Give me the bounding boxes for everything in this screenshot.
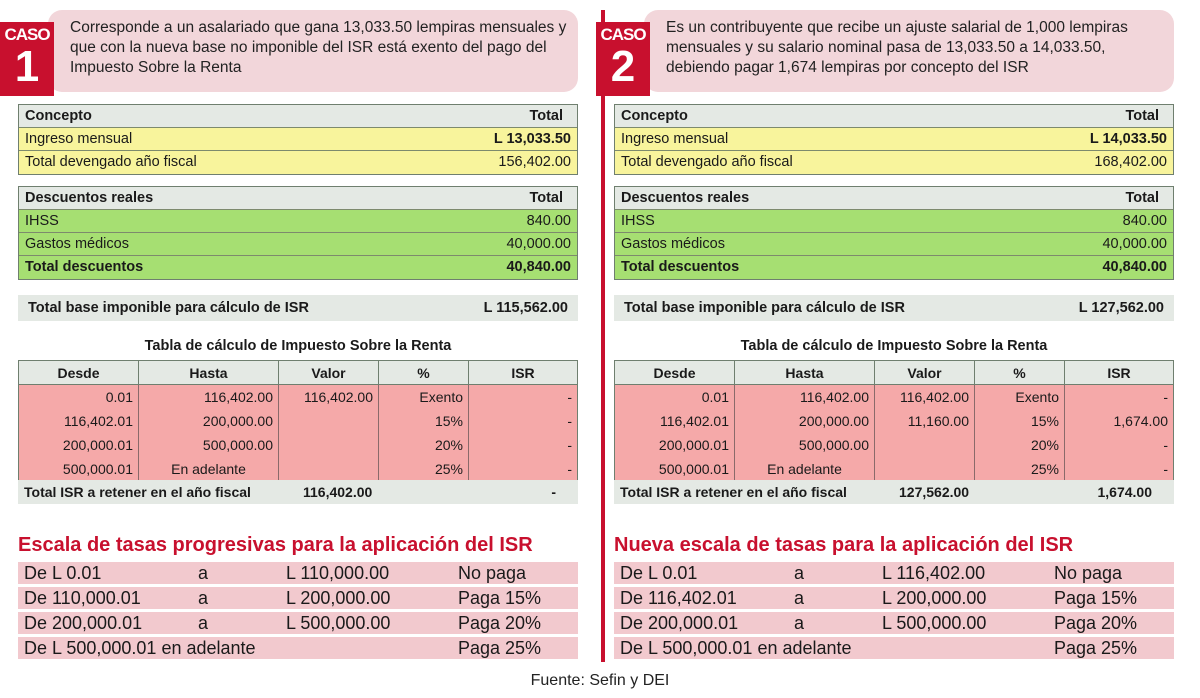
col-isr: ISR: [1107, 365, 1131, 381]
scale-connector: a: [198, 588, 209, 608]
cell-valor: [875, 457, 975, 481]
table-row: [615, 151, 1173, 174]
scale-to: L 500,000.00: [286, 613, 391, 633]
header-concept: Concepto: [25, 108, 92, 124]
cell-hasta: 200,000.00: [139, 409, 279, 433]
scale-from: De L 500,000.01 en adelante: [24, 638, 256, 658]
list-item: [614, 587, 1174, 609]
cell-hasta: 500,000.00: [139, 433, 279, 457]
source-credit: Fuente: Sefin y DEI: [530, 672, 670, 689]
case-2-description: Es un contribuyente que recibe un ajuste salarial de 1,000 lempiras mensuales y su salario nominal pasa de 13,033.50 a 14,033.50, debiendo pagar 1,674 lempiras por concepto del ISR: [666, 19, 1128, 76]
taxable-base-label: Total base imponible para cálculo de ISR: [624, 300, 905, 316]
cell-isr: -: [1163, 437, 1168, 453]
cell-isr: -: [1163, 461, 1168, 477]
case-1-scale-list: [18, 562, 578, 662]
row-value: L 14,033.50: [1089, 131, 1167, 147]
cell-desde: 0.01: [615, 385, 735, 409]
cell-hasta: En adelante: [139, 457, 279, 481]
isr-total-value: 127,562.00: [899, 484, 970, 500]
scale-rate: Paga 20%: [1054, 613, 1138, 633]
table-row: [19, 457, 577, 481]
case-2-taxable-base: [614, 295, 1174, 321]
cell-isr: -: [567, 413, 572, 429]
table-row: [615, 409, 1173, 433]
taxable-base-value: L 127,562.00: [1078, 300, 1164, 316]
case-badge-number: 2: [610, 42, 636, 91]
col-percent: %: [975, 361, 1065, 384]
table-row: [19, 433, 577, 457]
table-row: [19, 233, 577, 256]
scale-rate: Paga 20%: [458, 613, 542, 633]
list-item: [614, 637, 1174, 659]
col-hasta: Hasta: [139, 361, 279, 384]
list-item: [18, 562, 578, 584]
row-value: 168,402.00: [1094, 154, 1167, 170]
table-row: [615, 433, 1173, 457]
case-1-badge: [0, 22, 54, 96]
scale-to: L 110,000.00: [286, 563, 390, 583]
table-header-row: [615, 105, 1173, 128]
row-value: 840.00: [1122, 213, 1167, 229]
cell-valor: 116,402.00: [279, 385, 379, 409]
taxable-base-label: Total base imponible para cálculo de ISR: [28, 300, 309, 316]
cell-hasta: 116,402.00: [139, 385, 279, 409]
cell-valor: [875, 433, 975, 457]
cell-percent: 25%: [975, 457, 1065, 481]
case-2-isr-total-row: [614, 480, 1174, 504]
col-percent: %: [379, 361, 469, 384]
header-deductions: Descuentos reales: [25, 190, 154, 206]
cell-percent: Exento: [975, 385, 1065, 409]
list-item: [18, 587, 578, 609]
scale-connector: a: [794, 613, 805, 633]
list-item: [614, 612, 1174, 634]
row-value: 40,840.00: [506, 259, 571, 275]
cell-percent: 20%: [975, 433, 1065, 457]
isr-total-label: Total ISR a retener en el año fiscal: [620, 484, 847, 500]
cell-desde: 500,000.01: [19, 457, 139, 481]
isr-total-tax: -: [551, 484, 556, 500]
col-valor: Valor: [279, 361, 379, 384]
table-row: [615, 457, 1173, 481]
cell-desde: 116,402.01: [615, 409, 735, 433]
case-1-taxable-base: [18, 295, 578, 321]
row-value: 40,000.00: [506, 236, 571, 252]
table-row: [615, 128, 1173, 151]
table-header-row: [19, 361, 577, 385]
taxable-base-value: L 115,562.00: [483, 300, 568, 316]
list-item: [18, 637, 578, 659]
case-2-scale-list: [614, 562, 1174, 662]
scale-rate: Paga 25%: [458, 638, 542, 658]
case-2-isr-table: [614, 360, 1174, 482]
table-total-row: [19, 256, 577, 279]
cell-isr: -: [567, 461, 572, 477]
case-1-isr-total-row: [18, 480, 578, 504]
row-label: Total descuentos: [25, 259, 144, 275]
scale-from: De 116,402.01: [620, 588, 737, 608]
cell-valor: [279, 433, 379, 457]
scale-rate: No paga: [458, 563, 527, 583]
header-deductions: Descuentos reales: [621, 190, 750, 206]
case-2-deductions-table: [614, 186, 1174, 280]
case-badge-word: CASO: [600, 25, 646, 44]
case-1-header: [4, 0, 578, 96]
scale-to: L 200,000.00: [882, 588, 987, 608]
cell-hasta: 116,402.00: [735, 385, 875, 409]
scale-from: De L 0.01: [24, 563, 102, 583]
table-row: [19, 385, 577, 409]
cell-percent: 20%: [379, 433, 469, 457]
table-row: [19, 409, 577, 433]
row-label: Gastos médicos: [25, 236, 129, 252]
case-1-deductions-table: [18, 186, 578, 280]
scale-from: De L 500,000.01 en adelante: [620, 638, 852, 658]
scale-from: De 200,000.01: [620, 613, 739, 633]
col-desde: Desde: [615, 361, 735, 384]
cell-valor: 11,160.00: [875, 409, 975, 433]
case-badge-number: 1: [14, 42, 40, 91]
case-2-badge: [596, 22, 650, 96]
scale-connector: a: [794, 563, 805, 583]
cell-valor: [279, 409, 379, 433]
scale-to: L 116,402.00: [882, 563, 986, 583]
row-value: 156,402.00: [498, 154, 571, 170]
cell-isr: -: [567, 437, 572, 453]
cell-desde: 500,000.01: [615, 457, 735, 481]
header-total: Total: [1125, 108, 1159, 124]
table-row: [19, 210, 577, 233]
row-label: Total devengado año fiscal: [25, 154, 197, 170]
table-total-row: [615, 256, 1173, 279]
cell-hasta: 200,000.00: [735, 409, 875, 433]
case-1-panel: [4, 0, 578, 662]
cell-percent: 15%: [379, 409, 469, 433]
table-header-row: [615, 361, 1173, 385]
row-label: Gastos médicos: [621, 236, 725, 252]
cell-isr: 1,674.00: [1113, 413, 1168, 429]
row-label: Total devengado año fiscal: [621, 154, 793, 170]
cell-isr: -: [567, 389, 572, 405]
header-total: Total: [1125, 190, 1159, 206]
row-value: 40,840.00: [1102, 259, 1167, 275]
cell-percent: 15%: [975, 409, 1065, 433]
table-header-row: [19, 105, 577, 128]
cell-desde: 200,000.01: [19, 433, 139, 457]
case-2-income-table: [614, 104, 1174, 175]
case-1-scale-title: Escala de tasas progresivas para la aplicación del ISR: [18, 534, 533, 556]
cell-valor: [279, 457, 379, 481]
row-label: Ingreso mensual: [621, 131, 729, 147]
table-header-row: [615, 187, 1173, 210]
scale-from: De 200,000.01: [24, 613, 143, 633]
scale-from: De 110,000.01: [24, 588, 141, 608]
scale-to: L 200,000.00: [286, 588, 391, 608]
scale-rate: Paga 15%: [1054, 588, 1138, 608]
cell-isr: -: [1163, 389, 1168, 405]
row-label: IHSS: [621, 213, 655, 229]
case-2-scale-title: Nueva escala de tasas para la aplicación del ISR: [614, 534, 1074, 556]
isr-total-value: 116,402.00: [303, 484, 373, 500]
row-label: Ingreso mensual: [25, 131, 133, 147]
scale-rate: Paga 15%: [458, 588, 542, 608]
table-row: [19, 151, 577, 174]
scale-connector: a: [198, 613, 209, 633]
table-header-row: [19, 187, 577, 210]
case-1-isr-table: [18, 360, 578, 482]
row-value: L 13,033.50: [493, 131, 571, 147]
cell-desde: 0.01: [19, 385, 139, 409]
header-total: Total: [529, 190, 563, 206]
row-label: IHSS: [25, 213, 59, 229]
list-item: [614, 562, 1174, 584]
scale-to: L 500,000.00: [882, 613, 987, 633]
row-label: Total descuentos: [621, 259, 740, 275]
header-concept: Concepto: [621, 108, 688, 124]
cell-desde: 200,000.01: [615, 433, 735, 457]
col-hasta: Hasta: [735, 361, 875, 384]
case-1-description: Corresponde a un asalariado que gana 13,033.50 lempiras mensuales y que con la nueva base no imponible del ISR está exento del pago del Impuesto Sobre la Renta: [70, 19, 567, 76]
table-row: [615, 210, 1173, 233]
col-desde: Desde: [19, 361, 139, 384]
cell-percent: 25%: [379, 457, 469, 481]
scale-connector: a: [198, 563, 209, 583]
case-2-panel: [600, 0, 1174, 662]
cell-valor: 116,402.00: [875, 385, 975, 409]
cell-hasta: 500,000.00: [735, 433, 875, 457]
case-2-isr-table-title: Tabla de cálculo de Impuesto Sobre la Renta: [740, 338, 1048, 354]
list-item: [18, 612, 578, 634]
isr-total-tax: 1,674.00: [1097, 484, 1152, 500]
row-value: 40,000.00: [1102, 236, 1167, 252]
case-2-header: [600, 0, 1174, 96]
case-badge-word: CASO: [4, 25, 50, 44]
row-value: 840.00: [526, 213, 571, 229]
scale-connector: a: [794, 588, 805, 608]
case-1-income-table: [18, 104, 578, 175]
table-row: [19, 128, 577, 151]
col-isr: ISR: [511, 365, 535, 381]
scale-rate: Paga 25%: [1054, 638, 1138, 658]
header-total: Total: [529, 108, 563, 124]
col-valor: Valor: [875, 361, 975, 384]
table-row: [615, 385, 1173, 409]
table-row: [615, 233, 1173, 256]
cell-hasta: En adelante: [735, 457, 875, 481]
scale-from: De L 0.01: [620, 563, 698, 583]
case-1-isr-table-title: Tabla de cálculo de Impuesto Sobre la Renta: [144, 338, 452, 354]
cell-desde: 116,402.01: [19, 409, 139, 433]
scale-rate: No paga: [1054, 563, 1123, 583]
isr-total-label: Total ISR a retener en el año fiscal: [24, 484, 251, 500]
cell-percent: Exento: [379, 385, 469, 409]
